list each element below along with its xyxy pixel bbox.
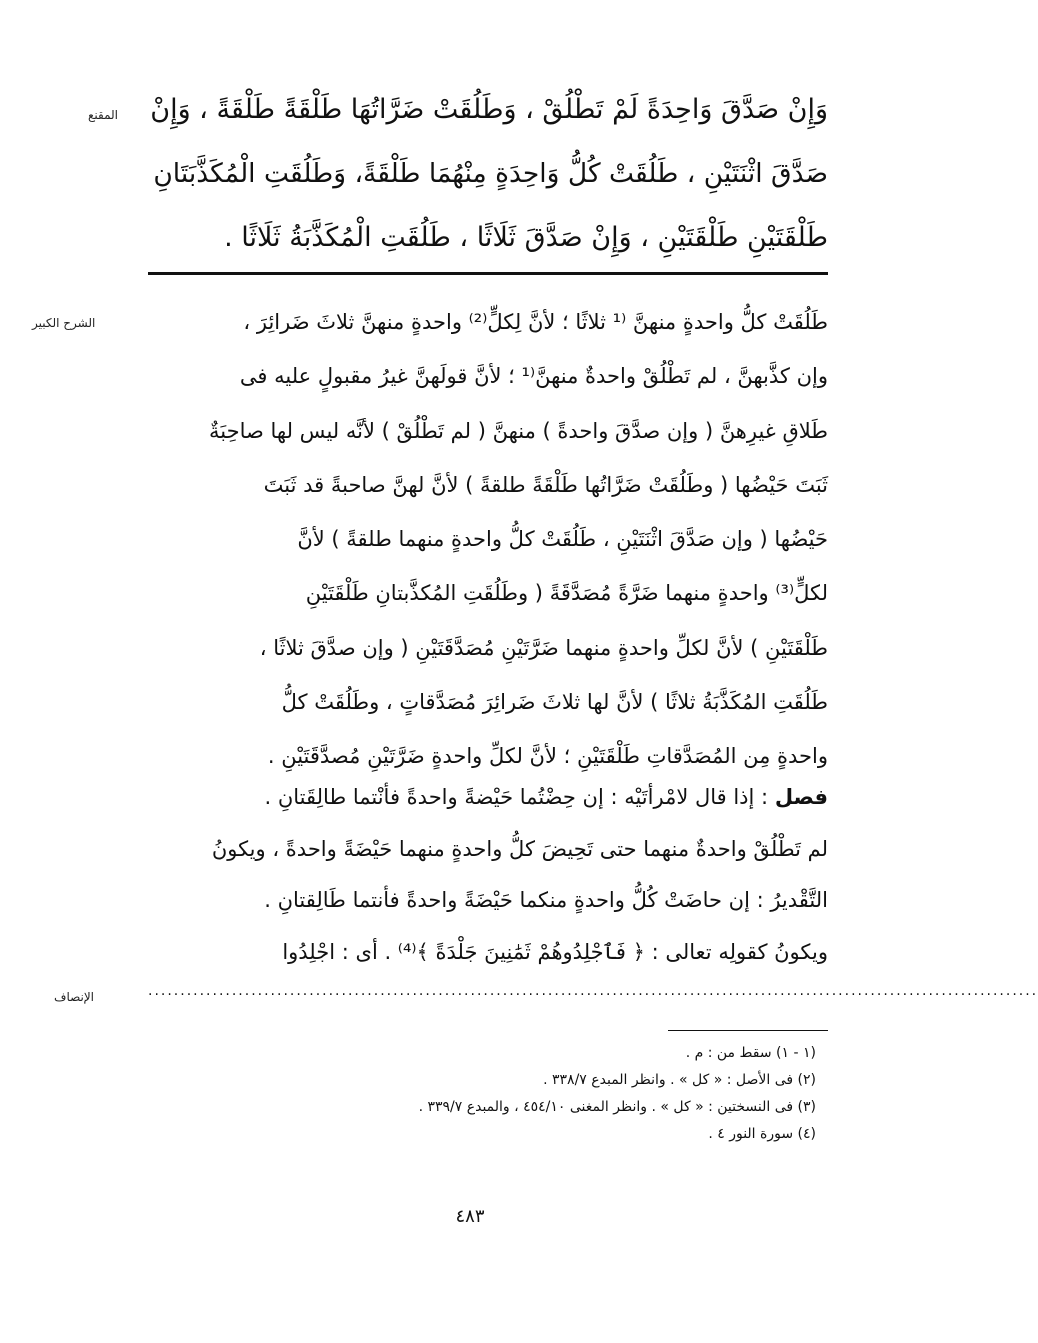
footnotes	[148, 1040, 816, 1148]
side-label-muqni: المقنع	[88, 108, 119, 122]
footnote-divider	[668, 1030, 828, 1031]
fasl-first-line-text: : إذا قال لامْرأتَيْه : إن حِضْتُما حَيْضةً واحدةً فأنْتما طالِقَتانِ .	[264, 785, 769, 809]
sharh-line: وإن كذَّبهنَّ ، لم تَطْلُقْ واحدةٌ منهنَّ⁽¹ ؛ لأنَّ قولَهنَّ غيرُ مقبولٍ عليه فى	[239, 364, 828, 389]
page-number: ٤٨٣	[455, 1206, 485, 1227]
muqni-text-block	[148, 78, 828, 270]
muqni-line: صَدَّقَ اثْنَتَيْنِ ، طَلُقَتْ كُلُّ وَاحِدَةٍ مِنْهُمَا طَلْقَةً، وَطَلُقَتِ الْمُكَذَّبَتَانِ	[153, 158, 828, 189]
dotted-divider: ..........................................................................................................................................	[148, 983, 1038, 999]
footnote: (٣) فى النسختين : « كل » . وانظر المغنى ٤٥٤/١٠ ، والمبدع ٣٣٩/٧ .	[418, 1099, 816, 1115]
fasl-line: ويكونُ كقولِه تعالى : ﴿ فَٱجْلِدُوهُمْ ثَمَٰنِينَ جَلْدَةً ﴾⁽⁴⁾ . أى : اجْلِدُوا	[282, 939, 828, 964]
sharh-line: طَلُقَتْ كلُّ واحدةٍ منهنَّ ⁽¹ ثلاثًا ؛ لأنَّ لِكلٍّ⁽²⁾ واحدةٍ منهنَّ ثلاثَ ضَرائِرَ ،	[243, 310, 828, 334]
fasl-first-line	[148, 772, 828, 824]
fasl-heading: فصل	[774, 785, 828, 809]
side-label-sharh-kabir: الشرح الكبير	[32, 316, 96, 330]
fasl-line: لم تَطْلُقْ واحدةٌ منهما حتى تَحِيضَ كلُّ واحدةٍ منهما حَيْضَةً واحدةً ، ويكونُ	[211, 836, 828, 861]
footnote: (٢) فى الأصل : « كل » . وانظر المبدع ٣٣٨/٧ .	[543, 1072, 816, 1088]
footnote: (١ - ١) سقط من : م .	[685, 1045, 816, 1061]
sharh-line: واحدةٍ مِن المُصَدَّقاتِ طَلْقَتَيْنِ ؛ لأنَّ لكلِّ واحدةٍ ضَرَّتَيْنِ مُصدَّقَتَيْنِ .	[267, 744, 828, 769]
sharh-line: لكلٍّ⁽³⁾ واحدةٍ منهما ضَرَّةً مُصَدَّقَةً ( وطَلُقَتِ المُكذَّبتانِ طَلْقَتَيْنِ	[305, 581, 828, 606]
fasl-line: التَّقْديرُ : إن حاضَتْ كُلُّ واحدةٍ منكما حَيْضَةً واحدةً فأنتما طَالِقتانِ .	[264, 888, 828, 912]
side-label-insaf: الإنصاف	[54, 990, 95, 1004]
fasl-section	[148, 772, 828, 978]
sharh-line: حَيْضُها ( وإن صَدَّقَ اثْنَتَيْنِ ، طَلُقَتْ كلُّ واحدةٍ منهما طلقةً ) لأنَّ	[297, 527, 828, 552]
sharh-line: ثَبَتَ حَيْضُها ( وطَلُقَتْ ضَرَّاتُها طَلْقَةً طلقةً ) لأنَّ لهنَّ صاحبةً قد ثَبَتَ	[263, 472, 828, 497]
sharh-text-block	[148, 295, 828, 784]
sharh-line: طَلاقِ غيرِهنَّ ( وإن صدَّقَ واحدةً ) منهنَّ ( لم تَطْلُقْ ) لأنَّه ليس لها صاحِبَةٌ	[209, 418, 828, 443]
sharh-line: طَلُقَتِ المُكَذَّبَةُ ثلاثًا ) لأنَّ لها ثلاثَ ضَرائِرَ مُصَدَّقاتٍ ، وطَلُقَتْ كلُّ	[281, 690, 828, 715]
sharh-line: طَلْقَتَيْنِ ) لأنَّ لكلِّ واحدةٍ منهما ضَرَّتَيْنِ مُصَدَّقَتَيْنِ ( وإن صدَّقَ ثلاثًا ،	[259, 635, 828, 660]
muqni-line: وَإِنْ صَدَّقَ وَاحِدَةً لَمْ تَطْلُقْ ، وَطَلُقَتْ ضَرَّاتُهَا طَلْقَةً طَلْقَةً ، وَإِنْ	[150, 94, 828, 125]
muqni-line: طَلْقَتَيْنِ طَلْقَتَيْنِ ، وَإِنْ صَدَّقَ ثَلَاثًا ، طَلُقَتِ الْمُكَذَّبَةُ ثَلَاثًا .	[224, 222, 828, 253]
section-divider	[148, 272, 828, 275]
footnote: (٤) سورة النور ٤ .	[708, 1126, 816, 1142]
